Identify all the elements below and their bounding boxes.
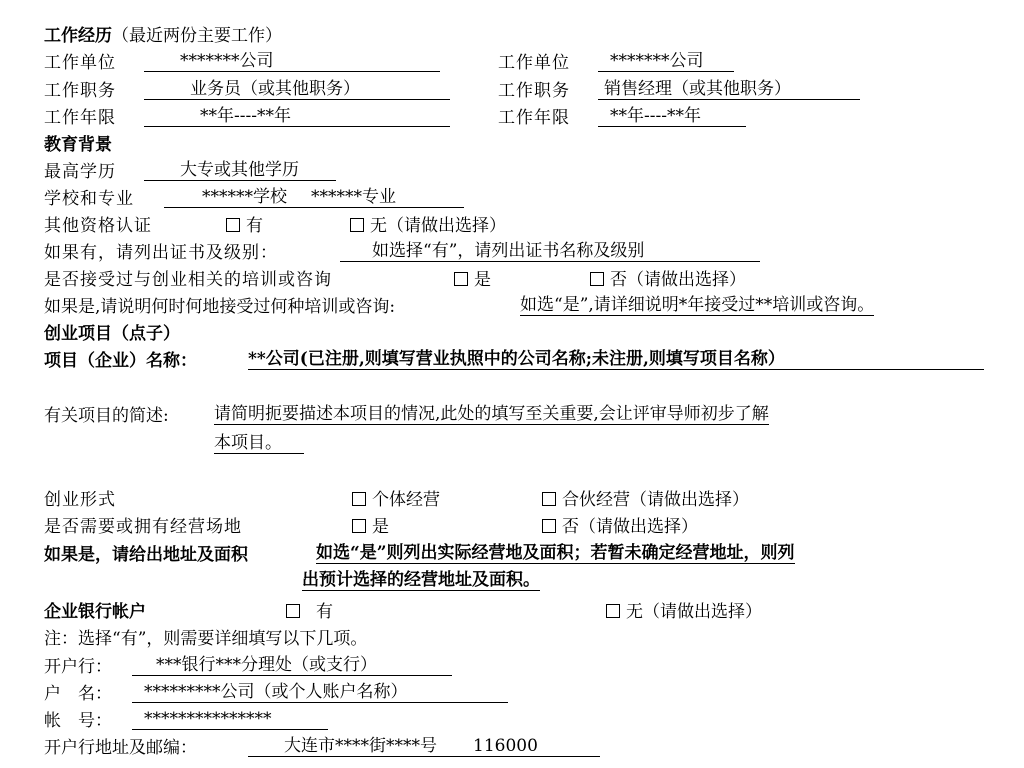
site-no-option[interactable] [542,515,698,539]
bank-name-field[interactable]: ***银行***分理处（或支行） [132,655,452,676]
form-individual-option[interactable] [352,488,440,512]
cert-row [44,214,1020,238]
bank-address-label: 开户行地址及邮编： [44,738,197,758]
work-heading-row [44,24,282,48]
bank-no-label: 无（请做出选择） [626,602,762,622]
work-unit-field-1[interactable]: *******公司 [144,51,440,72]
cert-no-option[interactable] [350,214,506,238]
checkbox-icon[interactable] [606,604,620,618]
account-number-row [44,709,1020,733]
project-desc-row-2 [44,433,1020,457]
cert-label: 其他资格认证 [44,216,152,236]
work-years-row [44,106,1020,130]
education-heading: 教育背景 [44,135,112,155]
project-heading: 创业项目（点子） [44,324,180,344]
project-desc-row [44,404,1020,428]
training-yes-label: 是 [474,270,491,290]
project-name-label: 项目（企业）名称： [44,351,197,371]
checkbox-icon[interactable] [226,218,240,232]
school-name: ******学校 [202,187,287,207]
cert-yes-option[interactable] [226,214,263,238]
bank-zip: 116000 [473,736,538,756]
work-years-label-2: 工作年限 [498,108,570,128]
school-field[interactable] [164,187,464,208]
bank-heading-row [44,600,1020,624]
work-years-field-2[interactable]: **年----**年 [598,106,746,127]
work-title-field-1[interactable]: 业务员（或其他职务） [144,79,450,100]
work-title-row [44,79,1020,103]
business-form-label: 创业形式 [44,490,116,510]
work-unit-label-1: 工作单位 [44,53,116,73]
work-heading: 工作经历 [44,26,112,46]
project-name-row [44,349,1020,373]
form-partnership-label: 合伙经营（请做出选择） [562,490,749,510]
checkbox-icon[interactable] [286,604,300,618]
work-title-field-2[interactable]: 销售经理（或其他职务） [598,79,860,100]
form-individual-label: 个体经营 [372,490,440,510]
bank-note: 注：选择“有”，则需要详细填写以下几项。 [44,629,368,649]
address-label: 如果是，请给出地址及面积 [44,545,248,565]
school-label: 学校和专业 [44,189,134,209]
cert-yes-label: 有 [246,216,263,236]
training-detail-label: 如果是,请说明何时何地接受过何种培训或咨询: [44,297,396,317]
cert-no-label: 无（请做出选择） [370,216,506,236]
bank-no-option[interactable] [606,600,762,624]
bank-heading: 企业银行帐户 [44,602,146,622]
account-number-field[interactable]: *************** [132,709,328,730]
site-no-label: 否（请做出选择） [562,517,698,537]
project-desc-field-line-1[interactable]: 请简明扼要描述本项目的情况,此处的填写至关重要,会让评审导师初步了解 [214,404,769,424]
bank-yes-option[interactable] [286,600,333,624]
bank-yes-label: 有 [316,602,333,622]
checkbox-icon[interactable] [350,218,364,232]
business-form-row [44,488,1020,512]
cert-list-label: 如果有，请列出证书及级别： [44,243,278,263]
training-detail-field[interactable]: 如选“是”,请详细说明*年接受过**培训或咨询。 [520,295,875,315]
work-title-label-1: 工作职务 [44,81,116,101]
work-years-label-1: 工作年限 [44,108,116,128]
bank-street: 大连市****街****号 [284,736,437,756]
bank-name-label: 开户行： [44,657,112,677]
checkbox-icon[interactable] [352,492,366,506]
site-row [44,515,1020,539]
address-row-2 [44,570,1020,594]
checkbox-icon[interactable] [352,519,366,533]
work-heading-note: （最近两份主要工作） [112,26,282,46]
work-title-label-2: 工作职务 [498,81,570,101]
major-name: ******专业 [311,187,396,207]
checkbox-icon[interactable] [542,492,556,506]
training-label: 是否接受过与创业相关的培训或咨询 [44,270,332,290]
project-desc-label: 有关项目的简述: [44,406,169,426]
training-yes-option[interactable] [454,268,491,292]
training-no-label: 否（请做出选择） [610,270,746,290]
school-row [44,187,1020,211]
site-yes-option[interactable] [352,515,389,539]
checkbox-icon[interactable] [590,272,604,286]
cert-list-row [44,241,1020,265]
work-unit-row [44,51,1020,75]
account-number-label: 帐 号： [44,711,112,731]
form-partnership-option[interactable] [542,488,749,512]
training-no-option[interactable] [590,268,746,292]
degree-row [44,160,1020,184]
project-name-field[interactable]: **公司(已注册,则填写营业执照中的公司名称;未注册,则填写项目名称） [248,349,984,370]
account-holder-row [44,682,1020,706]
account-holder-field[interactable]: *********公司（或个人账户名称） [132,682,508,703]
training-row [44,268,1020,292]
bank-name-row [44,655,1020,679]
checkbox-icon[interactable] [454,272,468,286]
address-field-line-1[interactable]: 如选“是”则列出实际经营地及面积；若暂未确定经营地址，则列 [316,543,795,563]
bank-address-field[interactable] [248,736,600,757]
site-label: 是否需要或拥有经营场地 [44,517,242,537]
work-years-field-1[interactable]: **年----**年 [144,106,450,127]
account-holder-label: 户 名： [44,684,112,704]
address-field-line-2[interactable]: 出预计选择的经营地址及面积。 [302,570,540,590]
degree-label: 最高学历 [44,162,116,182]
work-unit-field-2[interactable]: *******公司 [598,51,734,72]
site-yes-label: 是 [372,517,389,537]
project-desc-field-line-2[interactable]: 本项目。 [214,433,304,454]
address-row [44,543,1020,567]
work-unit-label-2: 工作单位 [498,53,570,73]
degree-field[interactable]: 大专或其他学历 [144,160,336,181]
cert-list-field[interactable]: 如选择“有”，请列出证书名称及级别 [340,241,760,262]
training-detail-row [44,295,1020,319]
bank-address-row [44,736,1020,760]
checkbox-icon[interactable] [542,519,556,533]
